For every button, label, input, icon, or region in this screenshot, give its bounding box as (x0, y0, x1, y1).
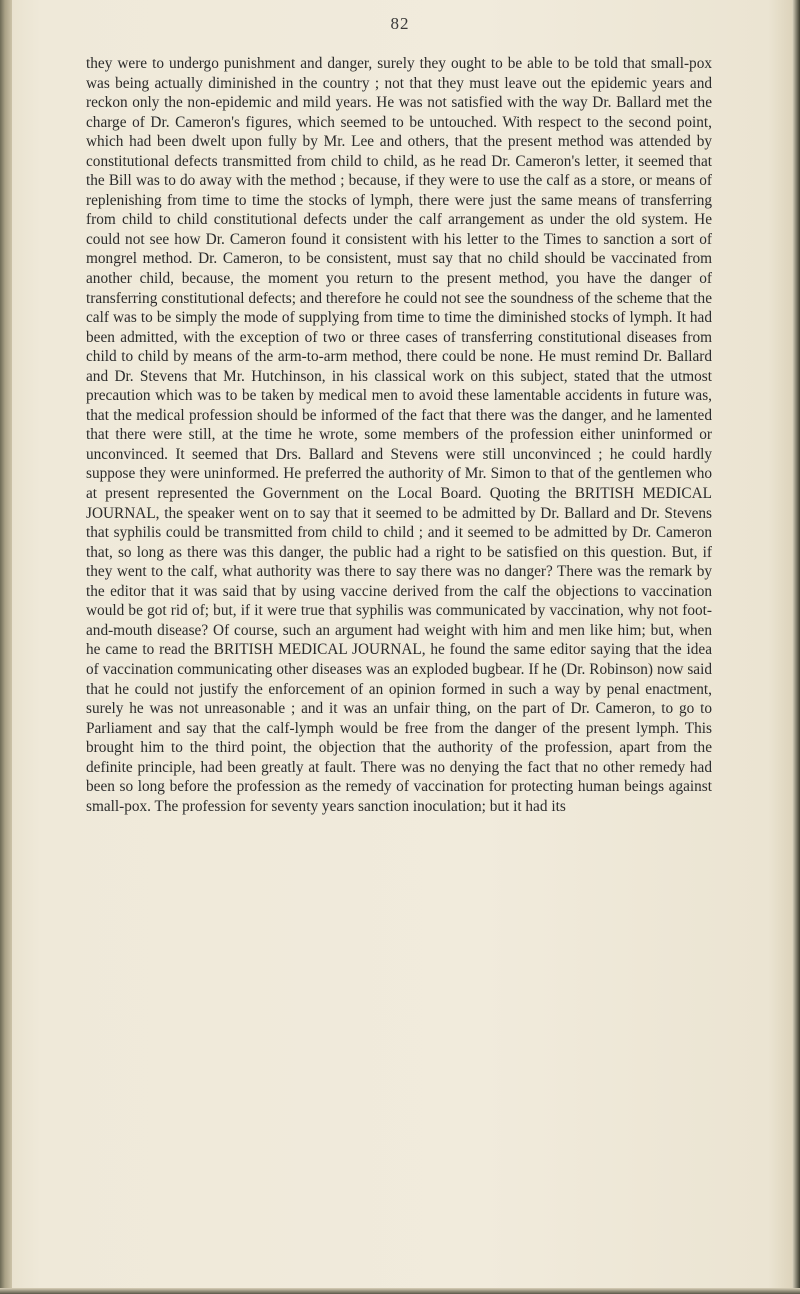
page-number: 82 (390, 14, 410, 33)
page-right-edge (792, 0, 800, 1294)
page-bottom-edge (0, 1288, 800, 1294)
body-paragraph: they were to undergo punishment and danger, surely they ought to be able to be told that small-pox was being actually diminished in the country ; not that they must leave out the epidemic years and reckon only the non-epidemic and mild years. He was not satisfied with the way Dr. Ballard met the charge of Dr. Cameron's figures, which seemed to be untouched. With respect to the second point, which had been dwelt upon fully by Mr. Lee and others, that the present method was attended by constitutional defects transmitted from child to child, as he read Dr. Cameron's letter, it seemed that the Bill was to do away with the method ; because, if they were to use the calf as a store, or means of replenishing from time to time the stocks of lymph, there were just the same means of transferring from child to child constitutional defects under the calf arrangement as under the old system. He could not see how Dr. Cameron found it consistent with his letter to the Times to sanction a sort of mongrel method. Dr. Cameron, to be consistent, must say that no child should be vaccinated from another child, because, the moment you return to the present method, you have the danger of transferring constitutional defects; and therefore he could not see the soundness of the scheme that the calf was to be simply the mode of supplying from time to time the diminished stocks of lymph. It had been admitted, with the exception of two or three cases of transferring constitutional diseases from child to child by means of the arm-to-arm method, there could be none. He must remind Dr. Ballard and Dr. Stevens that Mr. Hutchinson, in his classical work on this subject, stated that the utmost precaution which was to be taken by medical men to avoid these lamentable accidents in future was, that the medical profession should be informed of the fact that there was the danger, and he lamented that there were still, at the time he wrote, some members of the profession either uninformed or unconvinced. It seemed that Drs. Ballard and Stevens were still unconvinced ; he could hardly suppose they were uninformed. He preferred the authority of Mr. Simon to that of the gentlemen who at present represented the Government on the Local Board. Quoting the BRITISH MEDICAL JOURNAL, the speaker went on to say that it seemed to be admitted by Dr. Ballard and Dr. Stevens that syphilis could be transmitted from child to child ; and it seemed to be admitted by Dr. Cameron that, so long as there was this danger, the public had a right to be satisfied on this question. But, if they went to the calf, what authority was there to say there was no danger? There was the remark by the editor that it was said that by using vaccine derived from the calf the objections to vaccination would be got rid of; but, if it were true that syphilis was communicated by vaccination, why not foot-and-mouth disease? Of course, such an argument had weight with him and men like him; but, when he came to read the BRITISH MEDICAL JOURNAL, he found the same editor saying that the idea of vaccination communicating other diseases was an exploded bugbear. If he (Dr. Robinson) now said that he could not justify the enforcement of an opinion formed in such a way by penal enactment, surely he was not unreasonable ; and it was an unfair thing, on the part of Dr. Cameron, to go to Parliament and say that the calf-lymph would be free from the danger of the present lymph. This brought him to the third point, the objection that the authority of the profession, apart from the definite principle, had been greatly at fault. There was no denying the fact that no other remedy had been so long before the profession as the remedy of vaccination for protecting human beings against small-pox. The profession for seventy years sanction inoculation; but it had its (86, 55, 712, 815)
page-binding-edge (0, 0, 12, 1294)
